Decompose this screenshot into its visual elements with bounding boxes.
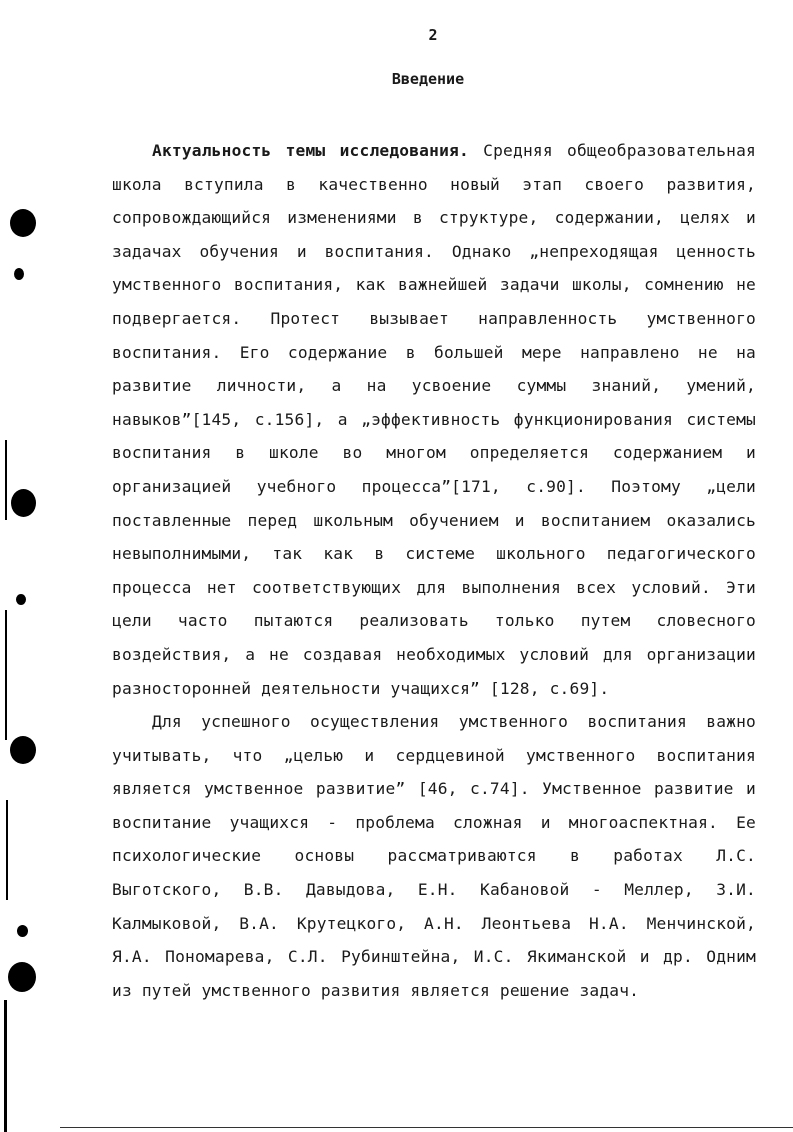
paragraph-relevance — [112, 134, 756, 705]
paragraph-mental-development — [112, 705, 756, 1007]
section-heading: Введение — [391, 70, 465, 88]
scan-edge-line-4 — [4, 1000, 7, 1132]
page-bottom-edge — [60, 1127, 793, 1128]
binder-hole-5 — [10, 736, 36, 764]
scan-edge-line-1 — [5, 440, 7, 520]
binder-hole-2 — [14, 268, 24, 280]
scan-edge-line-2 — [5, 610, 7, 740]
binder-hole-1 — [10, 209, 36, 237]
scan-edge-line-3 — [6, 800, 8, 900]
page-number: 2 — [428, 26, 438, 44]
paragraph-text: Для успешного осуществления умственного воспитания важно учитывать, что „целью и сердцевиной умственного воспитания является умственное развитие” [46, с.74]. Умственное развитие и воспитание учащихся - проблема сложная и многоаспектная. Ее психологические основы рассматриваются в работах Л.С. Выготского, В.В. Давыдова, Е.Н. Кабановой - Меллер, З.И. Калмыковой, В.А. Крутецкого, А.Н. Леонтьева Н.А. Менчинской, Я.А. Пономарева, С.Л. Рубинштейна, И.С. Якиманской и др. Одним из путей умственного развития является решение задач. — [112, 712, 756, 1000]
binder-hole-7 — [8, 962, 36, 992]
paragraph-text: Средняя общеобразовательная школа вступила в качественно новый этап своего развития, сопровождающийся изменениями в структуре, содержании, целях и задачах обучения и воспитания. Однако „непреходящая ценность умственного воспитания, как важнейшей задачи школы, сомнению не подвергается. Протест вызывает направленность умственного воспитания. Его содержание в большей мере направлено не на развитие личности, а на усвоение суммы знаний, умений, навыков”[145, с.156], а „эффективность функционирования системы воспитания в школе во многом определяется содержанием и организацией учебного процесса”[171, с.90]. Поэтому „цели поставленные перед школьным обучением и воспитанием оказались невыполнимыми, так как в системе школьного педагогического процесса нет соответствующих для выполнения всех условий. Эти цели часто пытаются реализовать только путем словесного воздействия, а не создавая необходимых условий для организации разносторонней деятельности учащихся” [128, с.69]. — [112, 141, 756, 698]
paragraph-lead: Актуальность темы исследования. — [152, 141, 469, 160]
binder-hole-6 — [17, 925, 28, 937]
body-text — [112, 134, 756, 1007]
binder-hole-3 — [11, 489, 36, 517]
binder-hole-4 — [16, 594, 26, 605]
